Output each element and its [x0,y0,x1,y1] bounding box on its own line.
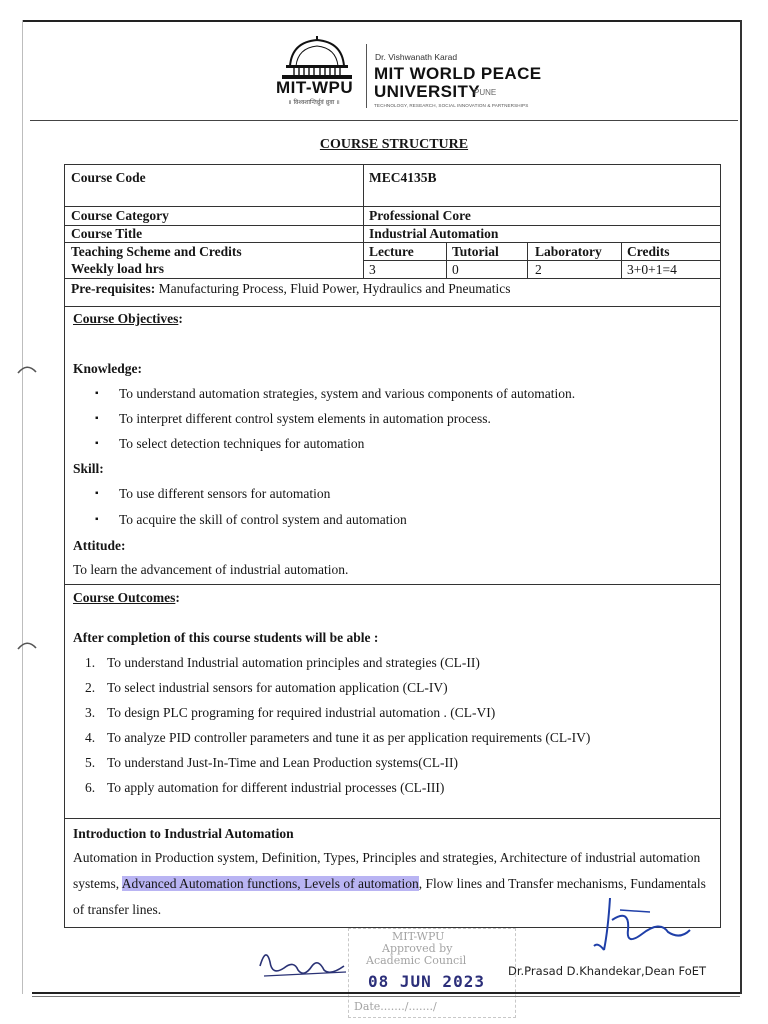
unit-heading: Introduction to Industrial Automation [73,826,294,841]
outcome-number: 3. [85,705,96,720]
table-rule [446,242,447,278]
scheme-value-tutorial: 0 [452,262,459,277]
stamp-line: Date......./......./ [354,1000,437,1013]
prerequisites-value: Manufacturing Process, Fluid Power, Hydraulics and Pneumatics [155,281,511,296]
logo-tagline: ॥ विश्वशान्तिर्ध्रुवं ध्रुवा ॥ [288,99,340,106]
bullet-icon: ▪ [95,488,99,499]
objectives-heading-text: Course Objectives [73,311,179,326]
course-code-label: Course Code [71,170,146,185]
scheme-value-lecture: 3 [369,262,376,277]
university-city: PUNE [474,88,497,97]
outcomes-heading [73,589,180,607]
header-divider [30,120,738,121]
footer-divider [32,992,740,994]
knowledge-item: To select detection techniques for automation [119,436,365,451]
objectives-heading-colon: : [178,311,183,326]
bullet-icon: ▪ [95,413,99,424]
stamp-date: 08 JUN 2023 [368,972,485,991]
unit-text-end: , Flow lines and Transfer mechanisms, Fundamentals of transfer lines. [73,876,706,917]
stamp-line: Academic Council [366,954,467,967]
logo-divider [366,44,367,108]
knowledge-item: To understand automation strategies, system and various components of automation. [119,386,576,401]
prerequisites-label: Pre-requisites: [71,281,156,296]
scheme-header-laboratory: Laboratory [535,244,602,259]
page-border-left [22,20,23,994]
weekly-load-label: Weekly load hrs [71,261,165,276]
table-rule [65,306,720,307]
page-border-top [22,20,742,22]
table-rule [363,165,364,278]
outcome-item: To design PLC programing for required industrial automation . (CL-VI) [107,705,496,720]
university-motto: TECHNOLOGY, RESEARCH, SOCIAL INNOVATION & PARTNERSHIPS [374,103,529,108]
prerequisites [71,281,511,297]
founder-name: Dr. Vishwanath Karad [375,52,458,62]
outcome-item: To understand Just-In-Time and Lean Production systems(CL-II) [107,755,458,770]
scheme-header-tutorial: Tutorial [452,244,499,259]
reviewer-signature [254,942,354,982]
signatory-name: Dr.Prasad D.Khandekar,Dean FoET [508,964,707,978]
knowledge-label: Knowledge: [73,361,142,376]
dean-signature [590,890,700,960]
outcome-number: 5. [85,755,96,770]
outcomes-heading-text: Course Outcomes [73,590,176,605]
page-title: COURSE STRUCTURE [319,137,469,152]
knowledge-item: To interpret different control system elements in automation process. [119,411,491,426]
skill-item: To acquire the skill of control system and automation [119,512,407,527]
unit-text-start: Automation in Production system, Definition, Types, Principles and strategies, Architecture of industrial automation systems, [73,850,701,891]
course-title-value: Industrial Automation [369,226,499,241]
outcomes-heading-colon: : [175,590,180,605]
table-rule [363,260,720,261]
bullet-icon: ▪ [95,514,99,525]
outcome-item: To analyze PID controller parameters and tune it as per application requirements (CL-IV) [107,730,591,745]
outcome-item: To understand Industrial automation principles and strategies (CL-II) [107,655,480,670]
outcome-item: To select industrial sensors for automation application (CL-IV) [107,680,448,695]
outcome-number: 6. [85,780,96,795]
scheme-value-credits: 3+0+1=4 [627,262,677,277]
table-rule [621,242,622,278]
course-title-label: Course Title [71,226,143,241]
outcome-number: 1. [85,655,96,670]
stamp-line: MIT-WPU [392,930,445,943]
punch-hole-mark [17,364,37,374]
skill-label: Skill: [73,461,104,476]
outcomes-intro: After completion of this course students will be able : [73,630,379,645]
table-rule [65,818,720,819]
objectives-heading [73,310,183,328]
punch-hole-mark [17,640,37,650]
footer-divider [32,996,740,997]
table-rule [65,584,720,585]
bullet-icon: ▪ [95,438,99,449]
course-category-label: Course Category [71,208,169,223]
university-name-line1: MIT WORLD PEACE [374,64,542,83]
attitude-text: To learn the advancement of industrial automation. [73,562,349,577]
stamp-line: Approved by [382,942,453,955]
table-rule [65,278,720,279]
scheme-value-laboratory: 2 [535,262,542,277]
scheme-header-credits: Credits [627,244,670,259]
outcome-item: To apply automation for different industrial processes (CL-III) [107,780,445,795]
table-rule [65,206,720,207]
skill-item: To use different sensors for automation [119,486,331,501]
course-structure-table [64,164,721,928]
course-category-value: Professional Core [369,208,471,223]
dome-icon [272,36,362,80]
university-name-line2: UNIVERSITY [374,82,481,101]
page-border-right [740,20,742,994]
highlighted-text: Advanced Automation functions, Levels of automation [121,876,419,891]
teaching-scheme-label: Teaching Scheme and Credits [71,244,242,259]
bullet-icon: ▪ [95,388,99,399]
attitude-label: Attitude: [73,538,126,553]
logo-wordmark: MIT-WPU [276,78,354,97]
outcome-number: 4. [85,730,96,745]
scheme-header-lecture: Lecture [369,244,414,259]
table-rule [527,242,528,278]
course-code-value: MEC4135B [369,170,437,185]
outcome-number: 2. [85,680,96,695]
